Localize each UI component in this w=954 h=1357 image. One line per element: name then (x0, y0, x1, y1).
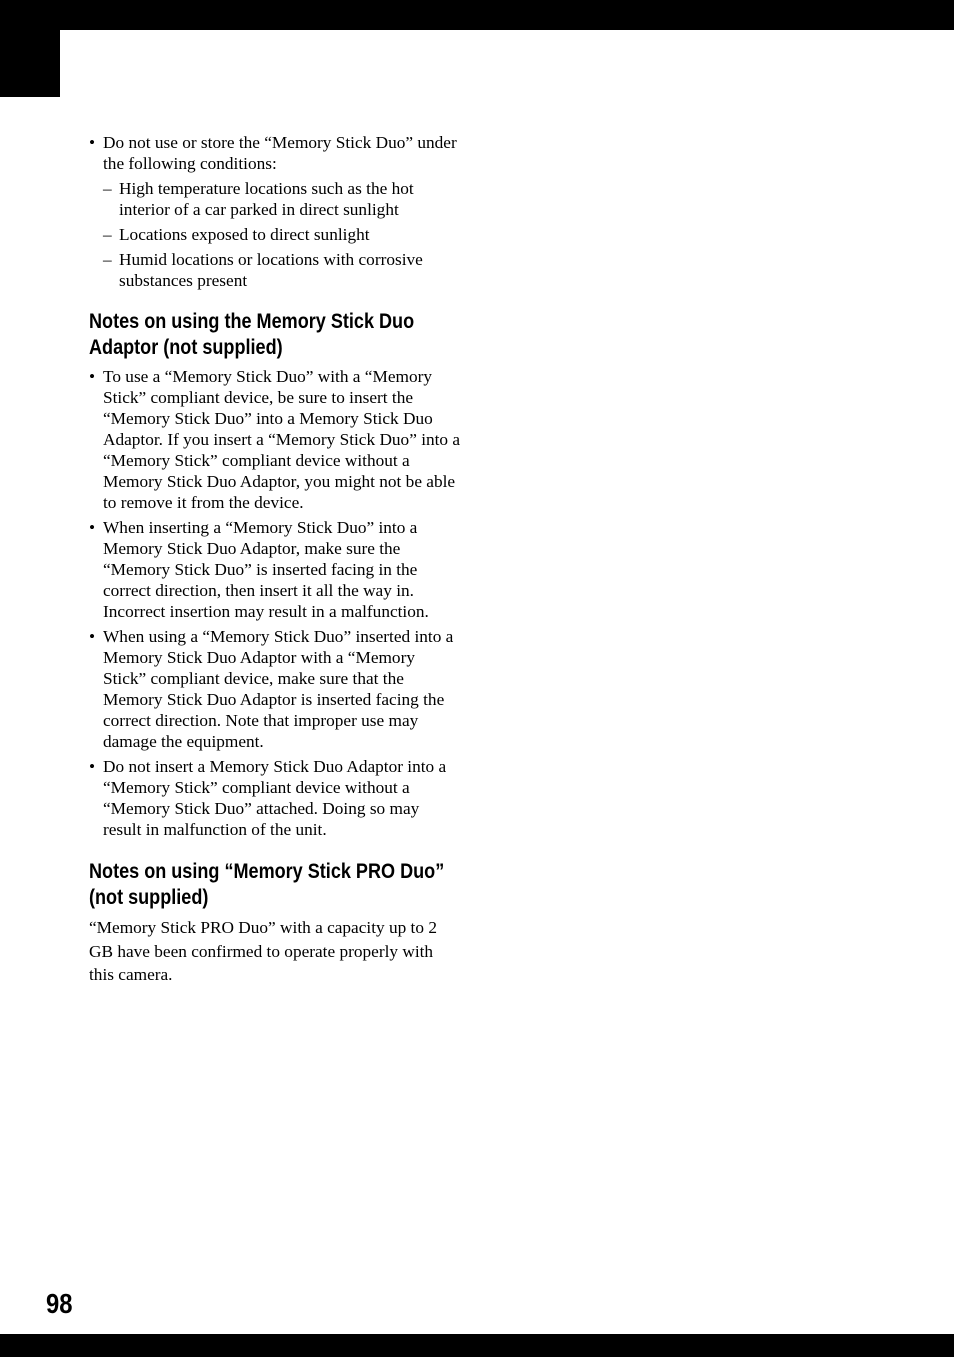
main-column (89, 132, 461, 987)
section-heading-adaptor: Notes on using the Memory Stick Duo Adaptor (not supplied) (89, 310, 415, 359)
list-item: • When inserting a “Memory Stick Duo” into a Memory Stick Duo Adaptor, make sure the “Memory Stick Duo” is inserted facing in the correct direction, then insert it all the way in. Incorrect insertion may result in a malfunction. (89, 517, 461, 622)
list-item: • Do not insert a Memory Stick Duo Adaptor into a “Memory Stick” compliant device without a “Memory Stick Duo” attached. Doing so may result in malfunction of the unit. (89, 756, 461, 840)
storage-intro-text: Do not use or store the “Memory Stick Duo” under the following conditions: (103, 133, 457, 173)
section-heading-pro-duo: Notes on using “Memory Stick PRO Duo” (not supplied) (89, 860, 445, 909)
pro-duo-paragraph: “Memory Stick PRO Duo” with a capacity up to 2 GB have been confirmed to operate properly with this camera. (89, 918, 437, 984)
condition-item: – High temperature locations such as the hot interior of a car parked in direct sunlight (103, 178, 461, 220)
condition-item: – Humid locations or locations with corrosive substances present (103, 249, 461, 291)
list-item: • To use a “Memory Stick Duo” with a “Memory Stick” compliant device, be sure to insert the “Memory Stick Duo” into a Memory Stick Duo Adaptor. If you insert a “Memory Stick Duo” into a “Memory Stick” compliant device without a Memory Stick Duo Adaptor, you might not be able to remove it from the device. (89, 366, 461, 513)
storage-conditions-list (89, 132, 461, 291)
adaptor-notes-list (89, 366, 461, 840)
page-number: 98 (46, 1288, 73, 1319)
condition-sublist (103, 178, 461, 291)
top-border-bar (0, 0, 954, 30)
condition-item: – Locations exposed to direct sunlight (103, 224, 461, 245)
list-item: • When using a “Memory Stick Duo” inserted into a Memory Stick Duo Adaptor with a “Memory Stick” compliant device, make sure that the Memory Stick Duo Adaptor is inserted facing the correct direction. Note that improper use may damage the equipment. (89, 626, 461, 752)
list-item (89, 132, 461, 291)
chapter-tab (0, 0, 60, 97)
bottom-border-bar (0, 1334, 954, 1357)
